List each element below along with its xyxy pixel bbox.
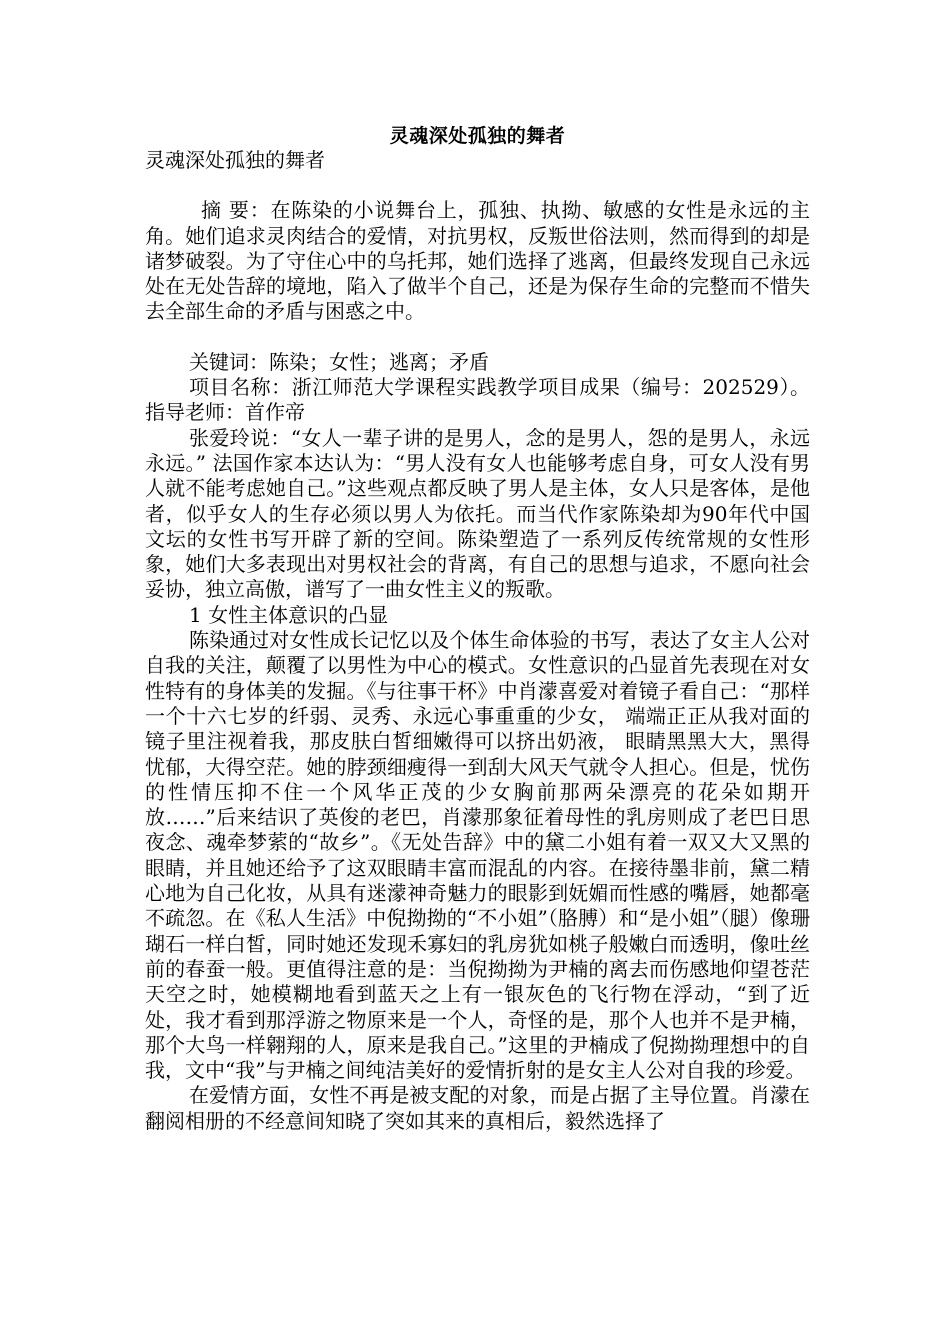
body-paragraph: 在爱情方面，女性不再是被支配的对象，而是占据了主导位置。肖濛在翻阅相册的不经意间知晓了突如其来的真相后，毅然选择了 bbox=[145, 1083, 810, 1133]
body-paragraph: 陈染通过对女性成长记忆以及个体生命体验的书写，表达了女主人公对自我的关注，颠覆了以男性为中心的模式。女性意识的凸显首先表现在对女性特有的身体美的发掘。《与往事干杯》中肖濛喜爱对着镜子看自己：“那样一个十六七岁的纤弱、灵秀、永远心事重重的少女， 端端正正从我对面的镜子里注视着我，那皮肤白皙细嫩得可以挤出奶液， 眼睛黑黑大大，黑得忧郁，大得空茫。她的脖颈细瘦得一到刮大风天气就令人担心。但是，忧伤的性情压抑不住一个风华正茂的少女胸前那两朵漂亮的花朵如期开放……”后来结识了英俊的老巴，肖濛那象征着母性的乳房则成了老巴日思夜念、魂牵梦萦的“故乡”。《无处告辞》中的黛二小姐有着一双又大又黑的眼睛，并且她还给予了这双眼睛丰富而混乱的内容。在接待墨非前，黛二精心地为自己化妆，从具有迷濛神奇魅力的眼影到妩媚而性感的嘴唇，她都毫不疏忽。在《私人生活》中倪拗拗的“不小姐”（胳膊）和“是小姐”（腿）像珊瑚石一样白皙，同时她还发现禾寡妇的乳房犹如桃子般嫩白而透明，像吐丝前的春蚕一般。更值得注意的是：当倪拗拗为尹楠的离去而伤感地仰望苍茫天空之时，她模糊地看到蓝天之上有一银灰色的飞行物在浮动，“到了近处，我才看到那浮游之物原来是一个人，奇怪的是，那个人也并不是尹楠，那个大鸟一样翱翔的人，原来是我自己。”这里的尹楠成了倪拗拗理想中的自我，文中“我”与尹楠之间纯洁美好的爱情折射的是女主人公对自我的珍爱。 bbox=[145, 628, 810, 1083]
project-info-paragraph: 项目名称：浙江师范大学课程实践教学项目成果（编号：202529）。指导老师：首作帝 bbox=[145, 375, 810, 425]
document-title: 灵魂深处孤独的舞者 bbox=[389, 125, 566, 147]
document-page bbox=[145, 122, 810, 1134]
abstract-paragraph: 摘 要：在陈染的小说舞台上，孤独、执拗、敏感的女性是永远的主角。她们追求灵肉结合的爱情，对抗男权，反叛世俗法则，然而得到的却是诸梦破裂。为了守住心中的乌托邦，她们选择了逃离，但最终发现自己永远处在无处告辞的境地，陷入了做半个自己，还是为保存生命的完整而不惜失去全部生命的矛盾与困惑之中。 bbox=[145, 198, 810, 324]
document-subtitle: 灵魂深处孤独的舞者 bbox=[145, 148, 325, 172]
keywords-line: 关键词：陈染；女性；逃离；矛盾 bbox=[189, 349, 489, 374]
section-heading: 1 女性主体意识的凸显 bbox=[189, 602, 389, 627]
intro-paragraph: 张爱玲说：“女人一辈子讲的是男人，念的是男人，怨的是男人，永远永远。” 法国作家本达认为：“男人没有女人也能够考虑自身，可女人没有男人就不能考虑她自己。”这些观点都反映了男人是主体，女人只是客体，是他者，似乎女人的生存必须以男人为依托。而当代作家陈染却为90年代中国文坛的女性书写开辟了新的空间。陈染塑造了一系列反传统常规的女性形象，她们大多表现出对男权社会的背离，有自己的思想与追求，不愿向社会妥协，独立高傲，谱写了一曲女性主义的叛歌。 bbox=[145, 425, 810, 602]
